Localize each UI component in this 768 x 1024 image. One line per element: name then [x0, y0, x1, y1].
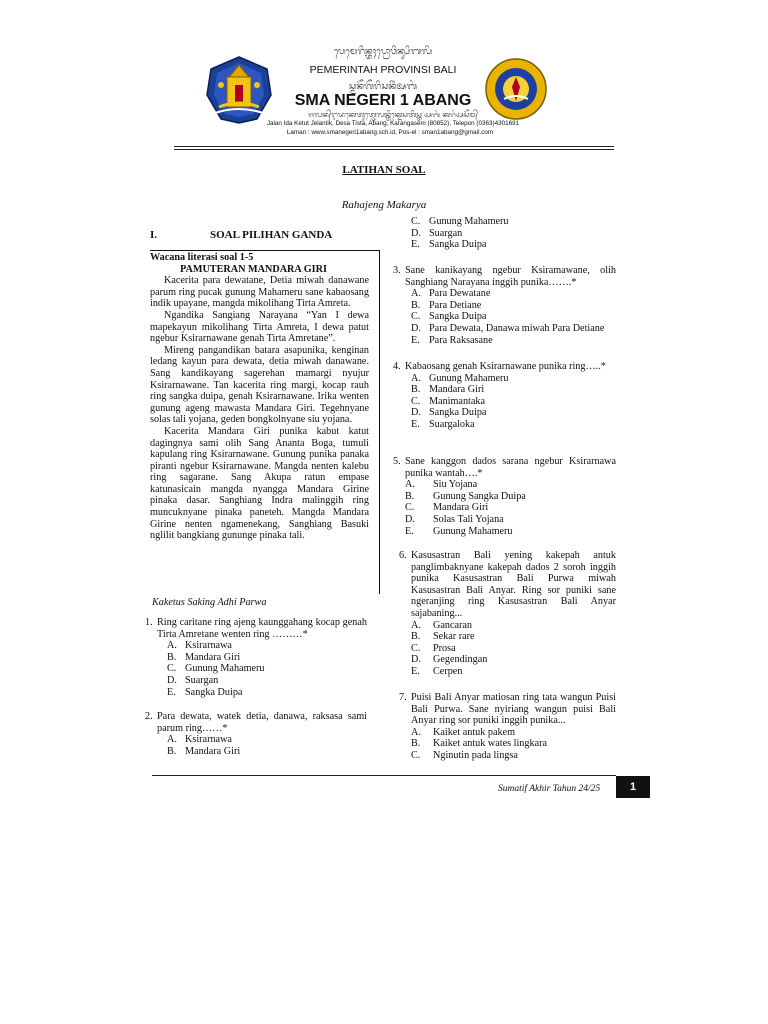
passage-title: PAMUTERAN MANDARA GIRI — [180, 263, 327, 275]
footer-divider — [152, 775, 616, 776]
option-c[interactable]: C. Sangka Duipa — [411, 311, 487, 323]
document-subtitle: Rahajeng Makarya — [341, 199, 427, 211]
option-a[interactable]: A. Para Dewatane — [411, 288, 491, 300]
letterhead-divider-thick — [174, 146, 614, 147]
option-d[interactable]: D. Gegendingan — [411, 654, 488, 666]
option-b[interactable]: B. Para Detiane — [411, 299, 482, 311]
option-d[interactable]: D. Sangka Duipa — [411, 407, 487, 419]
option-b[interactable]: B. Mandara Giri — [411, 384, 485, 396]
option-c[interactable]: C. Gunung Mahameru — [167, 663, 265, 675]
section-title: SOAL PILIHAN GANDA — [210, 229, 333, 241]
option-d[interactable]: D. Para Dewata, Danawa miwah Para Detiane — [411, 322, 605, 334]
school-name: SMA NEGERI 1 ABANG — [294, 92, 472, 109]
question-number: 3. — [393, 265, 401, 276]
option-e[interactable]: E. Sangka Duipa — [411, 239, 487, 251]
option-c[interactable]: C. Gunung Mahameru — [411, 216, 509, 227]
question-number: 1. — [145, 617, 153, 628]
question-number: 5. — [393, 456, 401, 467]
option-b[interactable]: B. Mandara Giri — [167, 651, 241, 663]
question-2 — [145, 711, 367, 757]
question-stem: Kabaosang genah Ksirarnawane punika ring…..* — [405, 361, 606, 372]
option-b[interactable]: B. Mandara Giri — [167, 745, 241, 757]
option-e[interactable]: E. Gunung Mahameru — [405, 525, 513, 537]
option-b[interactable]: B. Kaiket antuk wates lingkara — [411, 738, 548, 750]
passage-paragraph: Mireng pangandikan batara asapunika, kenginan ledang kayun para dewata, detia miwah danawane. Sang kandikayang sagerehan mamargi nyujur Ksirarnawane. Tan kacerita ring margi, kocap rauh ring sangka duipa, genah Ksirarnawane. Irika wenten gunung ageng mawasta Mandara Giri. Tegehnyane solas tali yojana, geden bongkolnyane siu yojana. — [150, 344, 369, 426]
footer-label: Sumatif Akhir Tahun 24/25 — [498, 784, 601, 794]
question-number: 7. — [399, 692, 407, 703]
question-stem: Sane kanikayang ngebur Ksiramawane, olih Sanghiang Narayana inggih punika…….* — [405, 265, 616, 288]
option-d[interactable]: D. Solas Tali Yojana — [405, 513, 504, 525]
option-a[interactable]: A. Ksirarnawa — [167, 734, 232, 746]
option-c[interactable]: C. Manimantaka — [411, 395, 486, 407]
question-stem: Para dewata, watek detia, danawa, raksasa sami parum ring……* — [157, 711, 367, 734]
question-5 — [393, 456, 616, 537]
option-d[interactable]: D. Suargan — [167, 674, 219, 686]
passage-paragraph: Ngandika Sangiang Narayana “Yan I dewa mapekayun mikolihang Tirta Amreta, I dewa patut ngebur Ksirarnawane genah Tirta Amretane”. — [150, 309, 369, 345]
passage-source: Kaketus Saking Adhi Parwa — [152, 597, 267, 608]
passage-paragraph: Kacerita para dewatane, Detia miwah danawane parum ring pucak gunung Mahameru sane kabaosang indik upayane, mangda mikolihang Tirta Amreta. — [150, 275, 369, 310]
option-c[interactable]: C. Prosa — [411, 642, 456, 654]
option-e[interactable]: E. Para Raksasane — [411, 334, 493, 346]
option-a[interactable]: A. Gancaran — [411, 619, 473, 631]
option-c[interactable]: C. Nginutin pada lingsa — [411, 749, 518, 761]
question-7 — [399, 692, 616, 762]
section-heading — [150, 229, 332, 241]
option-e[interactable]: E. Cerpen — [411, 665, 463, 677]
page-number: 1 — [616, 776, 650, 798]
bali-script-province: ᬧᬾᬫᬾᬭᬶᬦ᭄ᬢᬄᬧ᭄ᬭᭀᬯᬶᬦ᭄ᬲᬶᬩᬮᬶ — [333, 47, 433, 57]
question-4 — [393, 361, 616, 431]
reading-passage — [150, 252, 369, 542]
question-number: 6. — [399, 550, 407, 561]
section-number: I. — [150, 229, 158, 241]
bali-script-address: ᬚᬮᬦ᭄ᬇᬤᬓᬾᬢᬸᬢ᭄ᬚᬾᬮᬦ᭄ᬢᬶᬓ᭄ᬤᬾᬲᬢᬶᬲ᭄ᬢ ᬅᬩᬂ ᬓᬭᬂᬅᬲᭂᬫ᭄ — [308, 111, 478, 119]
question-6 — [399, 550, 616, 678]
option-a[interactable]: A. Siu Yojana — [405, 479, 478, 491]
province-name: PEMERINTAH PROVINSI BALI — [309, 64, 457, 76]
letterhead-divider-thin — [174, 149, 614, 150]
option-d[interactable]: D. Suargan — [411, 227, 463, 239]
question-stem: Sane kanggon dados sarana ngebur Ksirarnawa punika wantah….* — [405, 456, 616, 479]
question-number: 4. — [393, 361, 401, 372]
question-1 — [145, 617, 367, 698]
option-e[interactable]: E. Suargaloka — [411, 418, 475, 430]
question-stem: Puisi Bali Anyar matiosan ring tata wangun Puisi Bali Purwa. Sane nyiriang wangun puisi Bali Anyar ring sor puniki inggih punika... — [411, 692, 616, 727]
option-e[interactable]: E. Sangka Duipa — [167, 686, 243, 698]
school-address: Jalan Ida Ketut Jelantik, Desa Tista, Abang, Karangasem (80852), Telepon (0363)4301691 — [266, 120, 520, 127]
question-number: 2. — [145, 711, 153, 722]
question-stem: Ring caritane ring ajeng kaunggahang kocap genah Tirta Amretane wenten ring ………* — [157, 617, 367, 640]
option-a[interactable]: A. Kaiket antuk pakem — [411, 726, 516, 738]
option-c[interactable]: C. Mandara Giri — [405, 502, 489, 514]
option-a[interactable]: A. Gunung Mahameru — [411, 372, 509, 384]
sma-negeri-1-abang-emblem-icon — [484, 57, 548, 121]
question-2-continued — [393, 216, 615, 251]
bali-script-school: ᬲ᭄ᬫᬦᭂᬕᭂᬭᬶᬲᬦᬶᬂᬅᬩᬂ — [349, 82, 417, 92]
option-a[interactable]: A. Ksirarnawa — [167, 640, 232, 652]
passage-paragraph: Kacerita Mandara Giri punika kabut katut dagingnya sami olih Sang Ananta Boga, tumuli kapulang ring Ksirarnawane. Gunung punika panaka piranti ngebur Ksirarnawane. Mangda nenten kalebu ring sagarane. Sang Akupa ratun empase katunasicain mangda nyangga Mandara Girine pinaka dasar. Sanghiang Indra malinggih ring muncuknyane pinaka paneteh. Mangda Mandara Girine nenten ngamenekang, Sanghiang Basuki nglilit bangkiang gununge pinaka tali. — [150, 425, 369, 542]
passage-head: Wacana literasi soal 1-5 — [150, 252, 254, 263]
option-b[interactable]: B. Gunung Sangka Duipa — [405, 490, 526, 502]
option-b[interactable]: B. Sekar rare — [411, 631, 475, 643]
school-website: Laman : www.smanegeri1abang.sch.id, Pos-el : sman1abang@gmail.com — [286, 129, 494, 136]
question-stem: Kasusastran Bali yening kakepah antuk panglimbaknyane kakepah dados 2 soroh inggih punika Kasusastran Bali Purwa miwah Kasusastran Bali Anyar. Ring sor puniki sane ngeranjing ring Kasusastran Bali Anyar sajabaning... — [411, 550, 616, 619]
document-title: LATIHAN SOAL — [342, 164, 426, 176]
question-3 — [393, 265, 616, 346]
